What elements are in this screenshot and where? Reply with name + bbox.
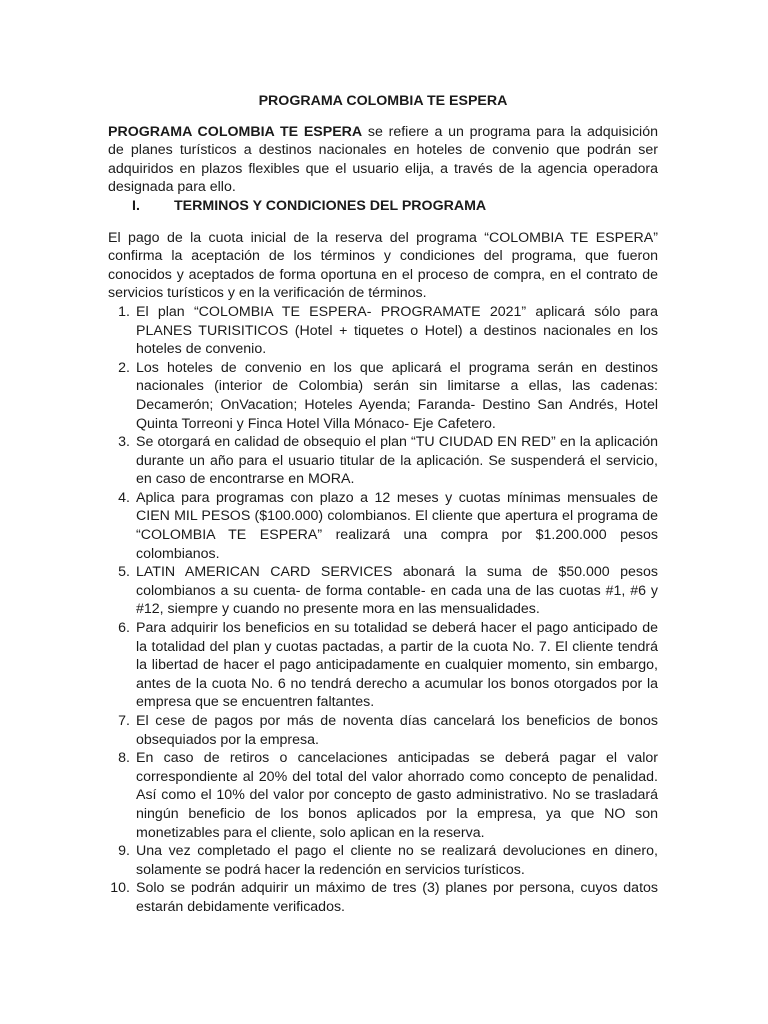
document-title: PROGRAMA COLOMBIA TE ESPERA xyxy=(258,93,508,109)
item-number: 10. xyxy=(110,880,130,897)
section-heading xyxy=(108,197,658,216)
item-text: Los hoteles de convenio en los que aplicará el programa serán en destinos nacionales (interior de Colombia) serán sin limitarse a ellas, las cadenas: Decamerón; OnVacation; Hoteles Ayenda; Faranda- Destino San Andrés, Hotel Quinta Torreoni y Finca Hotel Villa Mónaco- Eje Cafetero. xyxy=(136,359,658,432)
section-number: I. xyxy=(132,197,140,214)
list-item xyxy=(108,749,658,842)
list-item xyxy=(108,879,658,916)
list-item xyxy=(108,359,658,433)
item-number: 7. xyxy=(118,713,130,729)
list-item xyxy=(108,489,658,563)
list-item xyxy=(108,842,658,879)
item-number: 4. xyxy=(118,489,130,506)
list-item xyxy=(108,563,658,619)
list-item xyxy=(108,619,658,712)
item-text: Una vez completado el pago el cliente no se realizará devoluciones en dinero, solamente se podrá hacer la redención en servicios turísticos. xyxy=(136,843,658,878)
item-text: Solo se podrán adquirir un máximo de tres (3) planes por persona, cuyos datos estarán debidamente verificados. xyxy=(136,880,658,915)
item-number: 1. xyxy=(118,303,130,320)
item-text: LATIN AMERICAN CARD SERVICES abonará la suma de $50.000 pesos colombianos a su cuenta- de forma contable- en cada una de las cuotas #1, #6 y #12, siempre y cuando no presente mora en las mensualidades. xyxy=(136,564,658,618)
item-text: Para adquirir los beneficios en su totalidad se deberá hacer el pago anticipado de la totalidad del plan y cuotas pactadas, a partir de la cuota No. 7. El cliente tendrá la libertad de hacer el pago anticipadamente en cualquier momento, sin embargo, antes de la cuota No. 6 no tendrá derecho a acumular los bonos otorgados por la empresa que se encuentren faltantes. xyxy=(136,620,658,711)
item-text: El cese de pagos por más de noventa días cancelará los beneficios de bonos obsequiados por la empresa. xyxy=(136,713,658,748)
list-item xyxy=(108,303,658,359)
terms-list xyxy=(108,303,658,917)
item-number: 8. xyxy=(118,750,130,767)
item-text: Se otorgará en calidad de obsequio el plan “TU CIUDAD EN RED” en la aplicación durante un año para el usuario titular de la aplicación. Se suspenderá el servicio, en caso de encontrarse en MORA. xyxy=(136,434,658,488)
intro-text: se refiere a un programa para la adquisición de planes turísticos a destinos nacionales en hoteles de convenio que podrán ser adquiridos en plazos flexibles que el usuario elija, a través de la agencia operadora designada para ello. xyxy=(108,123,658,196)
list-item xyxy=(108,433,658,489)
item-text: Aplica para programas con plazo a 12 meses y cuotas mínimas mensuales de CIEN MIL PESOS ($100.000) colombianos. El cliente que apertura el programa de “COLOMBIA TE ESPERA” realizará una compra por $1.200.000 pesos colombianos. xyxy=(136,489,658,562)
list-item xyxy=(108,712,658,749)
item-number: 5. xyxy=(118,564,130,581)
section-title: TERMINOS Y CONDICIONES DEL PROGRAMA xyxy=(174,197,487,214)
item-text: En caso de retiros o cancelaciones anticipadas se deberá pagar el valor correspondiente al 20% del total del valor ahorrado como concepto de penalidad. Así como el 10% del valor por concepto de gasto administrativo. No se trasladará ningún beneficio de los bonos aplicados por la empresa, ya que NO son monetizables para el cliente, solo aplican en la reserva. xyxy=(136,750,658,841)
item-text: El plan “COLOMBIA TE ESPERA- PROGRAMATE 2021” aplicará sólo para PLANES TURISITICOS (Hotel + tiquetes o Hotel) a destinos nacionales en los hoteles de convenio. xyxy=(136,303,658,358)
item-number: 9. xyxy=(118,843,130,860)
section-paragraph: El pago de la cuota inicial de la reserva del programa “COLOMBIA TE ESPERA” confirma la aceptación de los términos y condiciones del programa, que fueron conocidos y aceptados de forma oportuna en el proceso de compra, en el contrato de servicios turísticos y en la verificación de términos. xyxy=(108,229,658,302)
item-number: 2. xyxy=(118,359,130,376)
item-number: 3. xyxy=(118,434,130,451)
intro-bold-lead: PROGRAMA COLOMBIA TE ESPERA xyxy=(108,123,363,140)
item-number: 6. xyxy=(118,620,130,637)
intro-paragraph xyxy=(108,123,658,197)
